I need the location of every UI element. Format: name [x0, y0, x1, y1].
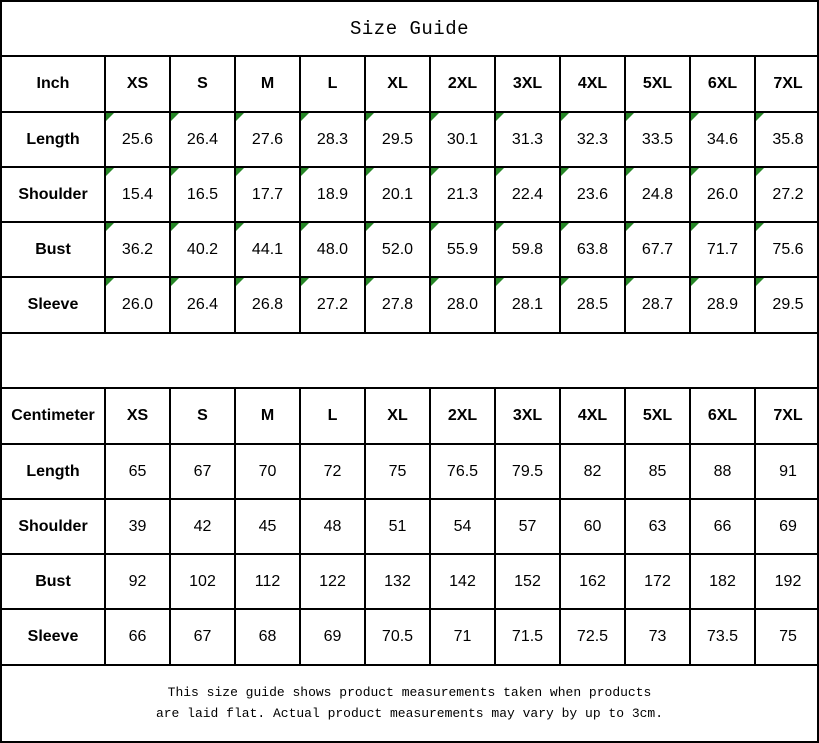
- value-cell: [430, 499, 495, 554]
- table-row: [2, 277, 819, 332]
- value-cell: [170, 112, 235, 167]
- centimeter-table: [2, 389, 819, 664]
- value-cell: [430, 444, 495, 499]
- value-cell: [105, 444, 170, 499]
- flag-triangle-icon: [626, 223, 634, 231]
- size-header-cell: L: [300, 389, 365, 444]
- flag-triangle-icon: [366, 278, 374, 286]
- value-cell: [495, 222, 560, 277]
- flag-triangle-icon: [236, 223, 244, 231]
- cell-value: 17.7: [251, 185, 284, 203]
- cell-value: 122: [319, 572, 346, 590]
- cell-value: 132: [384, 572, 411, 590]
- value-cell: [170, 554, 235, 609]
- cell-value: 35.8: [772, 130, 804, 148]
- size-header-cell: 3XL: [495, 389, 560, 444]
- cell-value: 45: [258, 517, 277, 535]
- value-cell: [495, 277, 560, 332]
- cell-value: 52.0: [381, 240, 414, 258]
- size-header-cell: 7XL: [755, 57, 819, 112]
- value-cell: [365, 167, 430, 222]
- value-cell: [625, 554, 690, 609]
- cell-value: 71.7: [706, 240, 739, 258]
- value-cell: [495, 444, 560, 499]
- cell-value: 70: [258, 462, 277, 480]
- value-cell: [300, 444, 365, 499]
- flag-triangle-icon: [561, 223, 569, 231]
- value-cell: [690, 277, 755, 332]
- header-row: [2, 57, 819, 112]
- value-cell: [560, 609, 625, 664]
- flag-triangle-icon: [496, 278, 504, 286]
- value-cell: [235, 609, 300, 664]
- cell-value: 69: [323, 628, 342, 645]
- cell-value: 57: [518, 517, 537, 535]
- flag-triangle-icon: [106, 223, 114, 231]
- value-cell: [755, 554, 819, 609]
- value-cell: [690, 167, 755, 222]
- cell-value: 142: [449, 572, 476, 590]
- flag-triangle-icon: [171, 223, 179, 231]
- value-cell: [300, 609, 365, 664]
- flag-triangle-icon: [431, 168, 439, 176]
- value-cell: [105, 167, 170, 222]
- value-cell: [430, 277, 495, 332]
- size-header-cell: 5XL: [625, 389, 690, 444]
- cell-value: 26.0: [706, 185, 739, 203]
- cell-value: 28.1: [511, 296, 544, 313]
- cell-value: 55.9: [446, 240, 479, 258]
- value-cell: [625, 167, 690, 222]
- size-header-cell: 4XL: [560, 389, 625, 444]
- cell-value: 67: [193, 628, 212, 645]
- size-header-cell: S: [170, 57, 235, 112]
- cell-value: 26.8: [251, 296, 284, 313]
- cell-value: 24.8: [641, 185, 674, 203]
- size-header-cell: 2XL: [430, 389, 495, 444]
- spacer-row: [2, 332, 817, 389]
- row-label-cell: Shoulder: [2, 167, 105, 222]
- flag-triangle-icon: [626, 113, 634, 121]
- value-cell: [625, 222, 690, 277]
- cell-value: 71.5: [511, 628, 544, 645]
- flag-triangle-icon: [301, 223, 309, 231]
- cell-value: 30.1: [446, 130, 479, 148]
- flag-triangle-icon: [236, 278, 244, 286]
- flag-triangle-icon: [496, 168, 504, 176]
- cell-value: 67.7: [641, 240, 674, 258]
- flag-triangle-icon: [236, 168, 244, 176]
- cell-value: 28.9: [706, 296, 739, 313]
- flag-triangle-icon: [106, 168, 114, 176]
- cell-value: 22.4: [511, 185, 544, 203]
- flag-triangle-icon: [561, 113, 569, 121]
- value-cell: [170, 499, 235, 554]
- cell-value: 65: [128, 462, 147, 480]
- size-header-cell: XS: [105, 389, 170, 444]
- value-cell: [755, 222, 819, 277]
- value-cell: [300, 499, 365, 554]
- cell-value: 72.5: [576, 628, 609, 645]
- flag-triangle-icon: [561, 278, 569, 286]
- size-header-cell: M: [235, 389, 300, 444]
- cell-value: 172: [644, 572, 671, 590]
- value-cell: [235, 554, 300, 609]
- value-cell: [690, 222, 755, 277]
- value-cell: [430, 609, 495, 664]
- value-cell: [105, 499, 170, 554]
- cell-value: 75: [779, 628, 797, 645]
- flag-triangle-icon: [431, 223, 439, 231]
- flag-triangle-icon: [301, 113, 309, 121]
- value-cell: [430, 222, 495, 277]
- flag-triangle-icon: [756, 113, 764, 121]
- cell-value: 48: [323, 517, 342, 535]
- value-cell: [560, 222, 625, 277]
- value-cell: [560, 277, 625, 332]
- value-cell: [170, 444, 235, 499]
- flag-triangle-icon: [366, 168, 374, 176]
- cell-value: 28.7: [641, 296, 674, 313]
- value-cell: [365, 499, 430, 554]
- value-cell: [170, 609, 235, 664]
- flag-triangle-icon: [431, 278, 439, 286]
- header-row: [2, 389, 819, 444]
- unit-header-cell: Inch: [2, 57, 105, 112]
- flag-triangle-icon: [431, 113, 439, 121]
- flag-triangle-icon: [301, 278, 309, 286]
- value-cell: [300, 167, 365, 222]
- cell-value: 67: [193, 462, 212, 480]
- flag-triangle-icon: [561, 168, 569, 176]
- cell-value: 68: [258, 628, 277, 645]
- cell-value: 76.5: [446, 462, 479, 480]
- cell-value: 92: [128, 572, 147, 590]
- table-row: [2, 112, 819, 167]
- cell-value: 21.3: [446, 185, 479, 203]
- value-cell: [755, 277, 819, 332]
- flag-triangle-icon: [106, 278, 114, 286]
- value-cell: [690, 444, 755, 499]
- value-cell: [300, 554, 365, 609]
- cell-value: 26.0: [121, 296, 154, 313]
- cell-value: 42: [193, 517, 212, 535]
- flag-triangle-icon: [171, 113, 179, 121]
- flag-triangle-icon: [756, 168, 764, 176]
- flag-triangle-icon: [691, 168, 699, 176]
- cell-value: 75.6: [772, 240, 804, 258]
- size-header-cell: 7XL: [755, 389, 819, 444]
- cell-value: 60: [583, 517, 602, 535]
- cell-value: 26.4: [186, 130, 219, 148]
- cell-value: 34.6: [706, 130, 739, 148]
- flag-triangle-icon: [171, 278, 179, 286]
- value-cell: [365, 112, 430, 167]
- size-header-cell: 6XL: [690, 57, 755, 112]
- title-bar: [2, 2, 817, 57]
- cell-value: 72: [323, 462, 342, 480]
- value-cell: [755, 499, 819, 554]
- row-label-cell: Length: [2, 444, 105, 499]
- cell-value: 25.6: [121, 130, 154, 148]
- value-cell: [690, 112, 755, 167]
- table-row: [2, 222, 819, 277]
- value-cell: [625, 112, 690, 167]
- cell-value: 28.3: [316, 130, 349, 148]
- value-cell: [690, 499, 755, 554]
- inch-table: [2, 57, 819, 332]
- cell-value: 26.4: [186, 296, 219, 313]
- value-cell: [235, 222, 300, 277]
- flag-triangle-icon: [366, 113, 374, 121]
- value-cell: [105, 112, 170, 167]
- value-cell: [560, 112, 625, 167]
- flag-triangle-icon: [626, 278, 634, 286]
- cell-value: 152: [514, 572, 541, 590]
- value-cell: [625, 499, 690, 554]
- row-label-cell: Sleeve: [2, 609, 105, 664]
- value-cell: [625, 277, 690, 332]
- flag-triangle-icon: [171, 168, 179, 176]
- flag-triangle-icon: [496, 113, 504, 121]
- size-header-cell: 3XL: [495, 57, 560, 112]
- value-cell: [755, 112, 819, 167]
- cell-value: 27.2: [316, 296, 349, 313]
- size-header-cell: 4XL: [560, 57, 625, 112]
- cell-value: 71: [453, 628, 472, 645]
- cell-value: 69: [779, 517, 797, 535]
- cell-value: 75: [388, 462, 407, 480]
- cell-value: 73.5: [706, 628, 739, 645]
- value-cell: [495, 112, 560, 167]
- cell-value: 85: [648, 462, 667, 480]
- value-cell: [495, 499, 560, 554]
- value-cell: [560, 167, 625, 222]
- value-cell: [105, 554, 170, 609]
- value-cell: [235, 167, 300, 222]
- cell-value: 66: [128, 628, 147, 645]
- value-cell: [365, 609, 430, 664]
- flag-triangle-icon: [366, 223, 374, 231]
- value-cell: [560, 444, 625, 499]
- value-cell: [430, 167, 495, 222]
- value-cell: [495, 609, 560, 664]
- size-header-cell: S: [170, 389, 235, 444]
- unit-header-cell: Centimeter: [2, 389, 105, 444]
- value-cell: [495, 554, 560, 609]
- cell-value: 112: [254, 572, 281, 590]
- footer-note: [2, 664, 817, 741]
- value-cell: [690, 554, 755, 609]
- value-cell: [105, 609, 170, 664]
- cell-value: 16.5: [186, 185, 219, 203]
- table-row: [2, 444, 819, 499]
- cell-value: 73: [648, 628, 667, 645]
- cell-value: 15.4: [121, 185, 154, 203]
- footer-line-2: are laid flat. Actual product measurements may vary by up to 3cm.: [155, 705, 664, 721]
- table-row: [2, 167, 819, 222]
- value-cell: [365, 444, 430, 499]
- flag-triangle-icon: [756, 223, 764, 231]
- cell-value: 33.5: [641, 130, 674, 148]
- row-label-cell: Length: [2, 112, 105, 167]
- size-header-cell: 6XL: [690, 389, 755, 444]
- cell-value: 44.1: [251, 240, 284, 258]
- value-cell: [755, 167, 819, 222]
- cell-value: 51: [388, 517, 407, 535]
- page-title: Size Guide: [349, 17, 470, 40]
- flag-triangle-icon: [691, 278, 699, 286]
- cell-value: 102: [189, 572, 216, 590]
- value-cell: [170, 167, 235, 222]
- cell-value: 192: [774, 572, 802, 590]
- flag-triangle-icon: [301, 168, 309, 176]
- cell-value: 59.8: [511, 240, 544, 258]
- value-cell: [235, 499, 300, 554]
- size-header-cell: XS: [105, 57, 170, 112]
- value-cell: [365, 554, 430, 609]
- cell-value: 39: [128, 517, 147, 535]
- cell-value: 66: [713, 517, 732, 535]
- value-cell: [300, 112, 365, 167]
- cell-value: 63.8: [576, 240, 609, 258]
- cell-value: 28.5: [576, 296, 609, 313]
- row-label-cell: Shoulder: [2, 499, 105, 554]
- value-cell: [235, 444, 300, 499]
- table-row: [2, 499, 819, 554]
- table-row: [2, 554, 819, 609]
- value-cell: [755, 609, 819, 664]
- flag-triangle-icon: [106, 113, 114, 121]
- value-cell: [625, 609, 690, 664]
- size-header-cell: XL: [365, 389, 430, 444]
- row-label-cell: Bust: [2, 222, 105, 277]
- cell-value: 88: [713, 462, 732, 480]
- flag-triangle-icon: [756, 278, 764, 286]
- row-label-cell: Bust: [2, 554, 105, 609]
- value-cell: [235, 112, 300, 167]
- value-cell: [430, 112, 495, 167]
- cell-value: 70.5: [381, 628, 414, 645]
- value-cell: [560, 554, 625, 609]
- size-header-cell: XL: [365, 57, 430, 112]
- cell-value: 91: [779, 462, 797, 480]
- cell-value: 32.3: [576, 130, 609, 148]
- footer-line-1: This size guide shows product measurements taken when products: [167, 684, 652, 700]
- table-row: [2, 609, 819, 664]
- flag-triangle-icon: [236, 113, 244, 121]
- cell-value: 27.6: [251, 130, 284, 148]
- cell-value: 29.5: [772, 296, 804, 313]
- value-cell: [560, 499, 625, 554]
- value-cell: [690, 609, 755, 664]
- flag-triangle-icon: [496, 223, 504, 231]
- flag-triangle-icon: [691, 223, 699, 231]
- row-label-cell: Sleeve: [2, 277, 105, 332]
- cell-value: 82: [583, 462, 602, 480]
- value-cell: [105, 222, 170, 277]
- value-cell: [365, 222, 430, 277]
- cell-value: 27.8: [381, 296, 414, 313]
- cell-value: 23.6: [576, 185, 609, 203]
- cell-value: 48.0: [316, 240, 349, 258]
- value-cell: [755, 444, 819, 499]
- cell-value: 40.2: [186, 240, 219, 258]
- cell-value: 63: [648, 517, 667, 535]
- value-cell: [300, 222, 365, 277]
- value-cell: [105, 277, 170, 332]
- value-cell: [235, 277, 300, 332]
- size-header-cell: L: [300, 57, 365, 112]
- size-header-cell: M: [235, 57, 300, 112]
- value-cell: [495, 167, 560, 222]
- value-cell: [365, 277, 430, 332]
- cell-value: 79.5: [511, 462, 544, 480]
- cell-value: 36.2: [121, 240, 154, 258]
- size-header-cell: 2XL: [430, 57, 495, 112]
- cell-value: 182: [709, 572, 736, 590]
- cell-value: 29.5: [381, 130, 414, 148]
- size-header-cell: 5XL: [625, 57, 690, 112]
- cell-value: 31.3: [511, 130, 544, 148]
- value-cell: [625, 444, 690, 499]
- value-cell: [170, 222, 235, 277]
- cell-value: 18.9: [316, 185, 349, 203]
- cell-value: 28.0: [446, 296, 479, 313]
- cell-value: 162: [579, 572, 606, 590]
- value-cell: [430, 554, 495, 609]
- cell-value: 20.1: [381, 185, 414, 203]
- flag-triangle-icon: [691, 113, 699, 121]
- cell-value: 54: [453, 517, 472, 535]
- flag-triangle-icon: [626, 168, 634, 176]
- cell-value: 27.2: [772, 185, 804, 203]
- value-cell: [170, 277, 235, 332]
- value-cell: [300, 277, 365, 332]
